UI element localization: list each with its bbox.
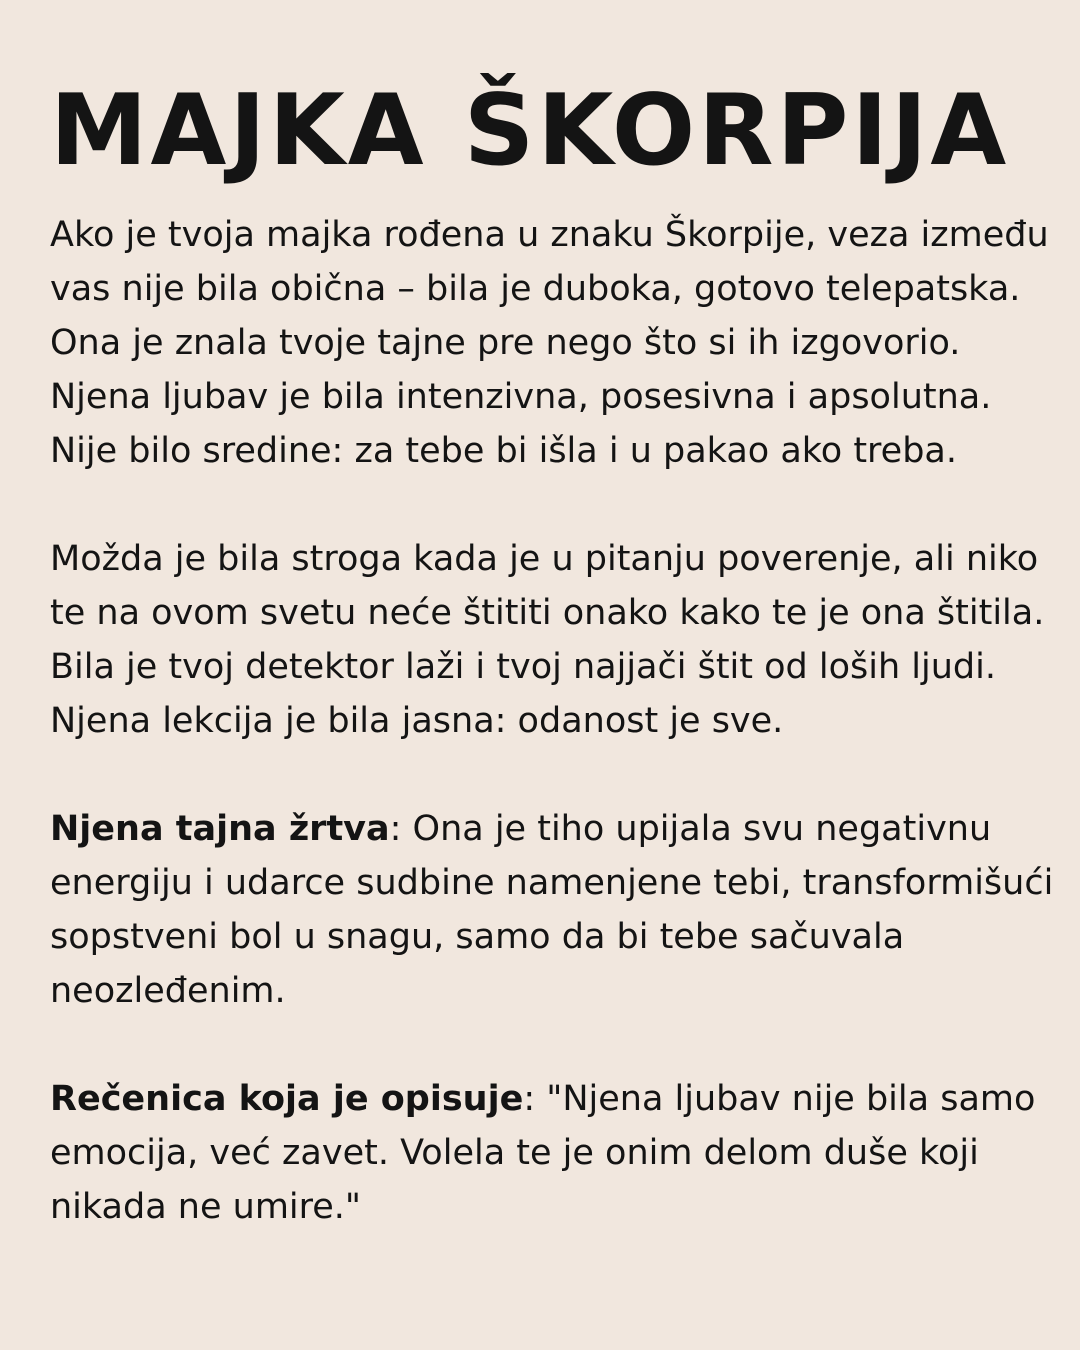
lead-separator: : [523, 1079, 547, 1119]
paragraph-text: Ako je tvoja majka rođena u znaku Škorpije, veza između vas nije bila obična – bila je duboka, gotovo telepatska. Ona je znala tvoje tajne pre nego što si ih izgovorio. Njena ljubav je bila intenzivna, posesivna i apsolutna. Nije bilo sredine: za tebe bi išla i u pakao ako treba. [50, 215, 1049, 471]
paragraph-text: "Njena ljubav nije bila samo emocija, već zavet. Volela te je onim delom duše koji nikada ne umire." [50, 1079, 1036, 1227]
paragraph-secret-sacrifice [50, 802, 1055, 1018]
paragraph-protection [50, 532, 1055, 748]
post-card [50, 72, 1055, 1234]
paragraph-describing-quote [50, 1072, 1055, 1234]
page-title: MAJKA ŠKORPIJA [50, 74, 1010, 188]
article-body [50, 208, 1055, 1234]
paragraph-lead: Njena tajna žrtva [50, 809, 390, 849]
paragraph-intro [50, 208, 1055, 478]
paragraph-lead: Rečenica koja je opisuje [50, 1079, 524, 1119]
paragraph-text: Ona je tiho upijala svu negativnu energiju i udarce sudbine namenjene tebi, transformišući sopstveni bol u snagu, samo da bi tebe sačuvala neozleđenim. [50, 809, 1054, 1011]
lead-separator: : [389, 809, 413, 849]
paragraph-text: Možda je bila stroga kada je u pitanju poverenje, ali niko te na ovom svetu neće štititi onako kako te je ona štitila. Bila je tvoj detektor laži i tvoj najjači štit od loših ljudi. Njena lekcija je bila jasna: odanost je sve. [50, 539, 1045, 741]
